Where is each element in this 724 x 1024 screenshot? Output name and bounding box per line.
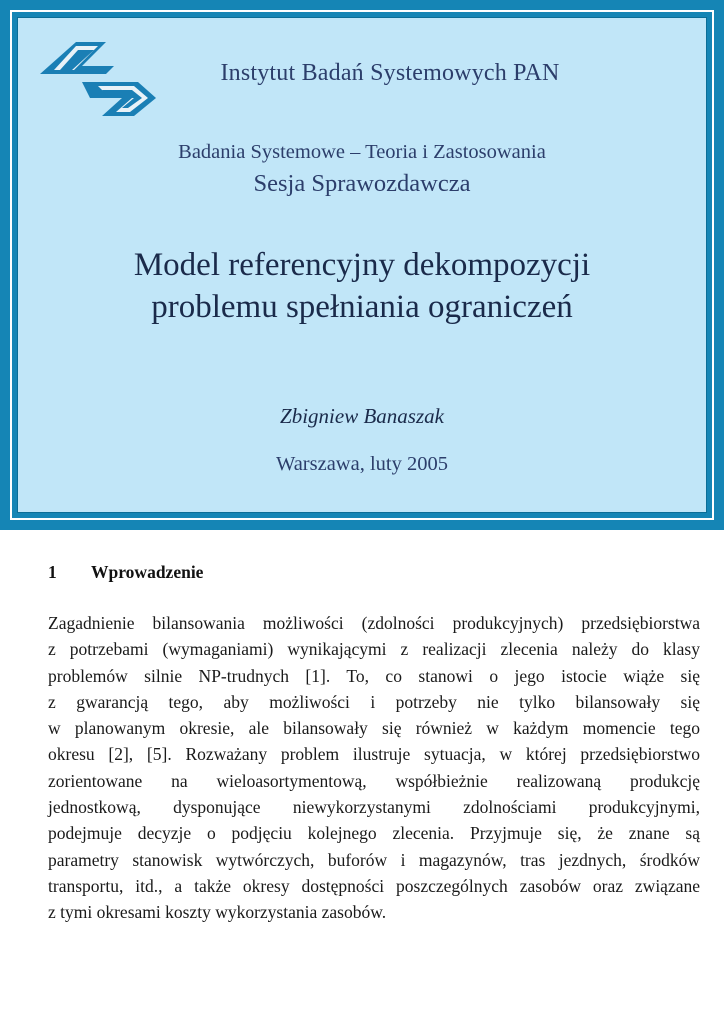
- place-and-date: Warszawa, luty 2005: [276, 453, 448, 475]
- author-name: Zbigniew Banaszak: [280, 404, 444, 428]
- document-title-line-1: Model referencyjny dekompozycji: [133, 247, 591, 283]
- series-name: Badania Systemowe – Teoria i Zastosowania: [178, 141, 546, 163]
- paragraph-line: jednostkową, dysponujące niewykorzystanymi zdolnościami produkcyjnymi,: [48, 797, 700, 818]
- document-title: [0, 244, 724, 328]
- paragraph-line: Zagadnienie bilansowania możliwości (zdolności produkcyjnych) przedsiębiorstwa: [48, 613, 700, 633]
- paragraph-line: problemów silnie NP-trudnych [1]. To, co stanowi o jego istocie wiąże się: [48, 665, 700, 686]
- institute-name: Instytut Badań Systemowych PAN: [220, 60, 560, 86]
- section-title: Wprowadzenie: [91, 562, 204, 582]
- paragraph-line: z potrzebami (wymaganiami) wynikającymi z realizacji zlecenia należy do klasy: [48, 639, 700, 660]
- paragraph-line: parametry stanowisk wytwórczych, buforów i magazynów, tras jezdnych, środków: [48, 849, 700, 870]
- ibs-pan-logo-icon: [38, 42, 158, 116]
- paragraph-line: transportu, itd., a także okresy dostępności poszczególnych zasobów oraz związane: [48, 875, 700, 896]
- paragraph-line: okresu [2], [5]. Rozważany problem ilustruje sytuacja, w której przedsiębiorstwo: [48, 744, 700, 765]
- paragraph-line: zorientowane na wieloasortymentową, współbieżnie realizowaną produkcję: [48, 770, 700, 791]
- paragraph-line: z gwarancją tego, aby możliwości i potrzeby nie tylko bilansowały się: [48, 691, 700, 712]
- paragraph-line: w planowanym okresie, ale bilansowały się również w każdym momencie tego: [48, 718, 700, 739]
- section-number: 1: [48, 562, 57, 582]
- paragraph-line-last: z tymi okresami koszty wykorzystania zasobów.: [48, 902, 387, 923]
- paragraph-line: podejmuje decyzje o podjęciu kolejnego zlecenia. Przyjmuje się, że znane są: [48, 823, 700, 844]
- body-paragraph: [48, 610, 700, 926]
- session-name: Sesja Sprawozdawcza: [253, 170, 471, 197]
- section-heading: [48, 562, 203, 583]
- document-title-line-2: problemu spełniania ograniczeń: [151, 289, 573, 325]
